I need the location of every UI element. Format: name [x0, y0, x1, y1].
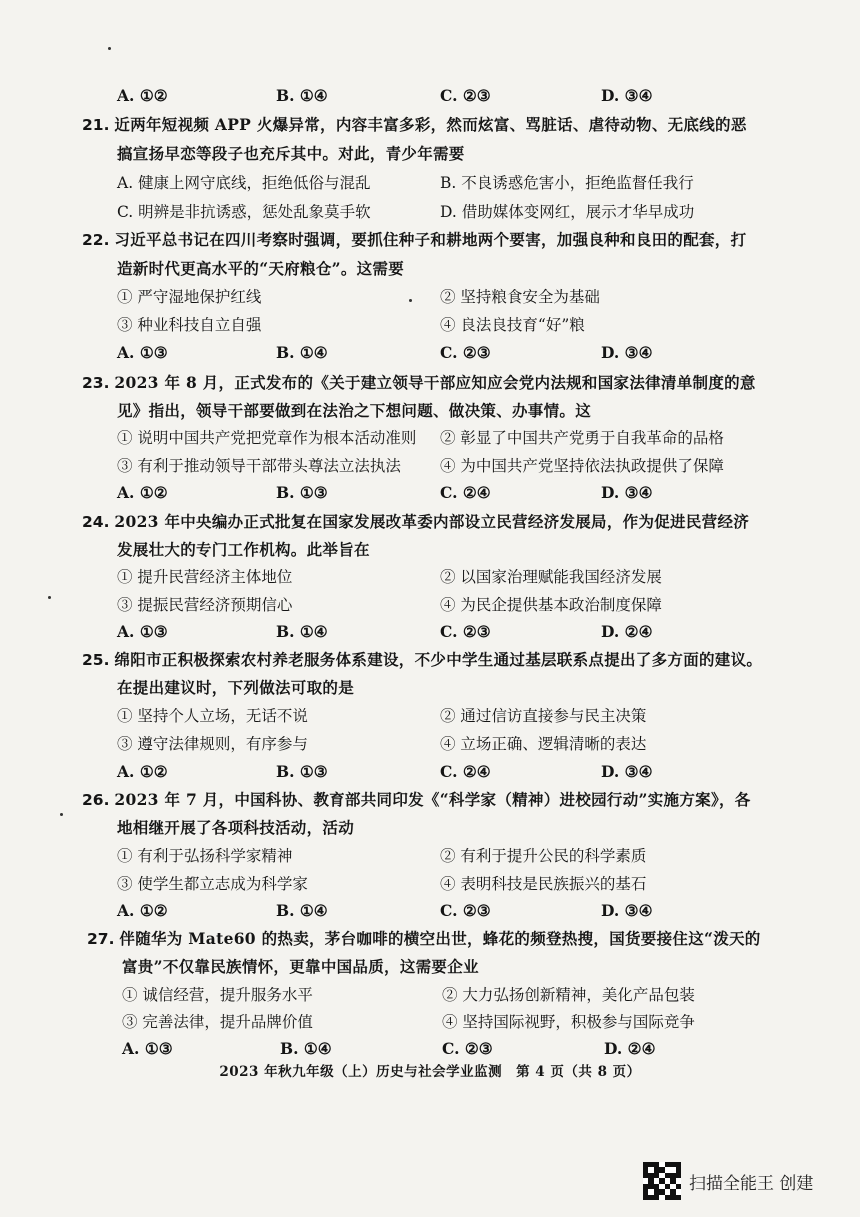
scan-speck	[48, 596, 51, 599]
option-4: ④ 表明科技是民族振兴的基石	[440, 875, 647, 893]
option-1: ① 严守湿地保护红线	[117, 288, 262, 306]
choice-c: C. ②③	[440, 343, 491, 362]
page-footer: 2023 年秋九年级（上）历史与社会学业监测 第 4 页（共 8 页）	[219, 1064, 641, 1080]
option-1: ① 诚信经营，提升服务水平	[122, 986, 313, 1004]
option-1: ① 坚持个人立场，无话不说	[117, 707, 308, 725]
choice-d: D. ③④	[601, 86, 653, 105]
option-1: ① 说明中国共产党把党章作为根本活动准则	[117, 429, 417, 447]
question-stem-line: 2023 年 8 月，正式发布的《关于建立领导干部应知应会党内法规和国家法律清单制度的意	[114, 373, 756, 392]
watermark-text: 扫描全能王 创建	[689, 1173, 814, 1194]
choice-b: B. ①③	[276, 762, 328, 781]
question-stem-line: 地相继开展了各项科技活动，活动	[117, 818, 355, 837]
question-number: 27.	[87, 930, 115, 948]
question-stem-line: 发展壮大的专门工作机构。此举旨在	[117, 540, 370, 559]
choice-b: B. ①③	[276, 483, 328, 502]
question-stem-line: 绵阳市正积极探索农村养老服务体系建设，不少中学生通过基层联系点提出了多方面的建议。	[114, 650, 763, 669]
question-number: 23.	[82, 374, 110, 392]
option-2: ② 有利于提升公民的科学素质	[440, 847, 647, 865]
option-a: A. 健康上网守底线，拒绝低俗与混乱	[117, 174, 371, 192]
choice-a: A. ①②	[117, 901, 168, 920]
option-4: ④ 为民企提供基本政治制度保障	[440, 596, 662, 614]
question-number: 22.	[82, 231, 110, 249]
choice-c: C. ②③	[440, 622, 491, 641]
choice-b: B. ①④	[276, 86, 328, 105]
option-1: ① 有利于弘扬科学家精神	[117, 847, 293, 865]
option-4: ④ 立场正确、逻辑清晰的表达	[440, 735, 647, 753]
choice-d: D. ③④	[601, 483, 653, 502]
choice-d: D. ②④	[604, 1039, 656, 1058]
choice-c: C. ②③	[442, 1039, 493, 1058]
option-2: ② 坚持粮食安全为基础	[440, 288, 600, 306]
choice-d: D. ③④	[601, 901, 653, 920]
question-number: 25.	[82, 651, 110, 669]
question-stem-line: 伴随华为 Mate60 的热卖，茅台咖啡的横空出世，蜂花的频登热搜，国货要接住这“泼天的	[119, 929, 761, 948]
question-number: 24.	[82, 513, 110, 531]
question-stem-line: 富贵”不仅靠民族情怀，更靠中国品质，这需要企业	[122, 957, 479, 976]
question-stem-line: 2023 年中央编办正式批复在国家发展改革委内部设立民营经济发展局，作为促进民营经济	[114, 512, 750, 531]
option-2: ② 以国家治理赋能我国经济发展	[440, 568, 662, 586]
choice-b: B. ①④	[276, 622, 328, 641]
question-stem-line: 在提出建议时，下列做法可取的是	[117, 678, 355, 697]
choice-d: D. ③④	[601, 762, 653, 781]
choice-c: C. ②③	[440, 86, 491, 105]
option-4: ④ 坚持国际视野，积极参与国际竞争	[442, 1013, 695, 1031]
scan-speck	[409, 299, 412, 302]
option-2: ② 彰显了中国共产党勇于自我革命的品格	[440, 429, 724, 447]
choice-b: B. ①④	[276, 343, 328, 362]
option-2: ② 大力弘扬创新精神，美化产品包装	[442, 986, 695, 1004]
option-4: ④ 良法良技育“好”粮	[440, 316, 585, 334]
option-4: ④ 为中国共产党坚持依法执政提供了保障	[440, 457, 724, 475]
question-stem-line: 搞宣扬早恋等段子也充斥其中。对此，青少年需要	[117, 144, 465, 163]
choice-a: A. ①③	[117, 622, 168, 641]
option-3: ③ 提振民营经济预期信心	[117, 596, 293, 614]
choice-a: A. ①②	[117, 483, 168, 502]
choice-a: A. ①②	[117, 762, 168, 781]
choice-d: D. ③④	[601, 343, 653, 362]
choice-a: A. ①③	[117, 343, 168, 362]
question-stem-line: 2023 年 7 月，中国科协、教育部共同印发《“科学家（精神）进校园行动”实施方案》，各	[114, 790, 751, 809]
option-d: D. 借助媒体变网红，展示才华早成功	[440, 203, 695, 221]
choice-a: A. ①②	[117, 86, 168, 105]
choice-d: D. ②④	[601, 622, 653, 641]
option-3: ③ 有利于推动领导干部带头尊法立法执法	[117, 457, 401, 475]
choice-a: A. ①③	[122, 1039, 173, 1058]
choice-c: C. ②④	[440, 483, 491, 502]
option-1: ① 提升民营经济主体地位	[117, 568, 293, 586]
option-b: B. 不良诱惑危害小，拒绝监督任我行	[440, 174, 694, 192]
question-number: 21.	[82, 116, 110, 134]
option-3: ③ 使学生都立志成为科学家	[117, 875, 308, 893]
scan-speck	[108, 47, 111, 50]
scanner-watermark	[643, 1162, 813, 1200]
qr-code-icon	[643, 1162, 681, 1200]
choice-b: B. ①④	[276, 901, 328, 920]
option-3: ③ 种业科技自立自强	[117, 316, 262, 334]
option-3: ③ 遵守法律规则，有序参与	[117, 735, 308, 753]
choice-b: B. ①④	[280, 1039, 332, 1058]
choice-c: C. ②③	[440, 901, 491, 920]
scan-speck	[60, 813, 63, 816]
question-stem-line: 造新时代更高水平的“天府粮仓”。这需要	[117, 259, 405, 278]
option-3: ③ 完善法律，提升品牌价值	[122, 1013, 313, 1031]
question-number: 26.	[82, 791, 110, 809]
choice-c: C. ②④	[440, 762, 491, 781]
option-2: ② 通过信访直接参与民主决策	[440, 707, 647, 725]
question-stem-line: 近两年短视频 APP 火爆异常，内容丰富多彩，然而炫富、骂脏话、虐待动物、无底线的恶	[114, 115, 747, 134]
option-c: C. 明辨是非抗诱惑，惩处乱象莫手软	[117, 203, 371, 221]
question-stem-line: 见》指出，领导干部要做到在法治之下想问题、做决策、办事情。这	[117, 401, 592, 420]
question-stem-line: 习近平总书记在四川考察时强调，要抓住种子和耕地两个要害，加强良种和良田的配套，打	[114, 230, 747, 249]
